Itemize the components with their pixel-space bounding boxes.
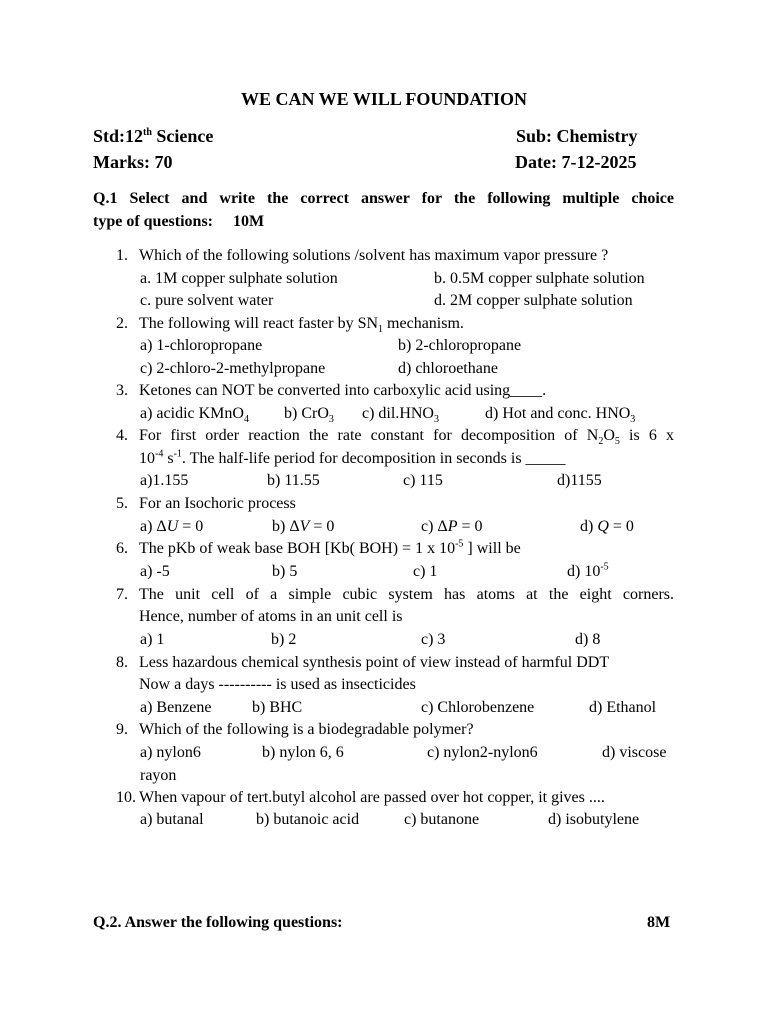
section1-heading-line2: type of questions: 10M (93, 213, 265, 230)
standard-suffix: Science (151, 126, 214, 146)
option-c: c) Chlorobenzene (421, 699, 535, 716)
question-text-line1: Less hazardous chemical synthesis point of view instead of harmful DDT (139, 654, 610, 671)
question-text: Which of the following solutions /solvent has maximum vapor pressure ? (139, 247, 609, 264)
option-d (567, 563, 609, 581)
option-c: c) butanone (404, 811, 480, 828)
question-number: 1. (116, 247, 128, 264)
option-a-pre: a) Δ (140, 518, 167, 535)
option-c (362, 405, 439, 426)
option-c-pre: c) Δ (421, 518, 448, 535)
text-sup1: -4 (155, 448, 164, 460)
option-d: d) Ethanol (589, 699, 657, 716)
option-b: b) nylon 6, 6 (262, 744, 344, 761)
option-c: c) 1 (413, 563, 438, 580)
option-d: d) viscose (602, 744, 667, 761)
option-a-post: = 0 (178, 518, 204, 535)
question-text-line1: The unit cell of a simple cubic system has atoms at the eight corners. (139, 586, 674, 603)
option-d (485, 405, 636, 426)
text-sub2: 5 (614, 436, 620, 448)
option-c: c. pure solvent water (140, 292, 274, 309)
option-a: a. 1M copper sulphate solution (140, 270, 338, 287)
option-b: b) 11.55 (267, 472, 320, 489)
option-d-post: = 0 (608, 518, 634, 535)
option-c: c) 115 (403, 472, 443, 489)
question-text-line2: Hence, number of atoms in an unit cell is (139, 608, 403, 625)
option-d-pre: d) (580, 518, 598, 535)
text-post: is 6 x (619, 427, 675, 444)
option-d (580, 518, 634, 536)
question-number: 6. (116, 540, 128, 557)
option-b: b) butanoic acid (256, 811, 360, 828)
question-text (139, 315, 464, 336)
option-b-sub: 3 (328, 414, 334, 426)
option-b: b) 2 (271, 631, 297, 648)
text-sup2: -1 (173, 448, 182, 460)
option-b-text: b) CrO (284, 405, 329, 422)
text-sub1: 2 (598, 436, 604, 448)
question-number: 2. (116, 315, 128, 332)
option-b-var: V (299, 518, 310, 535)
option-a: a) nylon6 (140, 744, 201, 761)
option-a (140, 405, 249, 426)
subject-label: Sub: Chemistry (516, 126, 638, 146)
question-text-post: mechanism. (383, 315, 464, 332)
question-number: 8. (116, 654, 128, 671)
option-c-var: P (447, 518, 458, 535)
option-d-text: d) 10 (567, 563, 601, 580)
question-number: 4. (116, 427, 128, 444)
question-text-line2 (139, 450, 566, 468)
option-b: b) BHC (252, 699, 303, 716)
text-pre: 10 (139, 450, 155, 467)
option-b: b. 0.5M copper sulphate solution (434, 270, 645, 287)
option-d-wrap: rayon (140, 767, 177, 784)
option-b (272, 518, 334, 536)
option-c-sub: 3 (433, 414, 439, 426)
standard-sup: th (143, 127, 152, 138)
section1-heading-line1: Q.1 Select and write the correct answer for the following multiple choice (93, 190, 674, 207)
section2-marks: 8M (647, 914, 671, 931)
date-label: Date: 7-12-2025 (515, 152, 637, 172)
option-a-sub: 4 (243, 414, 249, 426)
option-c: c) 2-chloro-2-methylpropane (140, 360, 326, 377)
option-a: a) 1 (140, 631, 165, 648)
option-d-sub: 3 (630, 414, 636, 426)
section2-heading: Q.2. Answer the following questions: (93, 914, 343, 931)
option-a (140, 518, 203, 536)
question-text-sub: 1 (378, 324, 384, 336)
page-title: WE CAN WE WILL FOUNDATION (240, 89, 528, 109)
option-a: a) 1-chloropropane (140, 337, 263, 354)
text-sup: -5 (455, 538, 464, 550)
text-mid: s (163, 450, 174, 467)
question-number: 5. (116, 495, 128, 512)
question-text: For an Isochoric process (139, 495, 296, 512)
option-a: a) Benzene (140, 699, 212, 716)
option-d: d. 2M copper sulphate solution (434, 292, 633, 309)
question-number: 10. (116, 789, 136, 806)
text-mid: O (603, 427, 615, 444)
option-d: d) isobutylene (548, 811, 640, 828)
question-text: Ketones can NOT be converted into carboxylic acid using____. (139, 382, 547, 399)
option-a: a) butanal (140, 811, 204, 828)
question-text-line2: Now a days ---------- is used as insecticides (139, 676, 416, 693)
question-text-pre: The following will react faster by SN (139, 315, 379, 332)
standard-prefix: Std:12 (93, 126, 144, 146)
option-b: b) 5 (272, 563, 298, 580)
option-d: d) 8 (575, 631, 601, 648)
option-d-var: Q (597, 518, 609, 535)
option-c-post: = 0 (457, 518, 483, 535)
question-text: When vapour of tert.butyl alcohol are passed over hot copper, it gives .... (139, 789, 605, 806)
option-b-pre: b) Δ (272, 518, 300, 535)
option-d: d) chloroethane (398, 360, 498, 377)
option-a: a) -5 (140, 563, 170, 580)
option-c-text: c) dil.HNO (362, 405, 434, 422)
option-b: b) 2-chloropropane (398, 337, 522, 354)
option-a: a)1.155 (140, 472, 189, 489)
option-b-post: = 0 (309, 518, 335, 535)
text-pre: For first order reaction the rate constant for decomposition of N (139, 427, 599, 444)
text-post: ] will be (463, 540, 521, 557)
text-pre: The pKb of weak base BOH [Kb( BOH) = 1 x 10 (139, 540, 456, 557)
question-number: 7. (116, 586, 128, 603)
question-number: 3. (116, 382, 128, 399)
option-b (284, 405, 334, 426)
option-d-sup: -5 (600, 561, 609, 573)
standard-label (93, 126, 213, 147)
text-post: . The half-life period for decomposition in seconds is _____ (181, 450, 566, 467)
option-d: d)1155 (557, 472, 602, 489)
option-c (421, 518, 483, 536)
option-c: c) nylon2-nylon6 (427, 744, 538, 761)
marks-label: Marks: 70 (93, 152, 173, 172)
question-number: 9. (116, 721, 128, 738)
option-a-text: a) acidic KMnO (140, 405, 244, 422)
option-c: c) 3 (421, 631, 446, 648)
option-a-var: U (166, 518, 179, 535)
option-d-text: d) Hot and conc. HNO (485, 405, 631, 422)
question-text: Which of the following is a biodegradable polymer? (139, 721, 474, 738)
question-text (139, 540, 521, 558)
question-text-line1 (139, 427, 675, 448)
